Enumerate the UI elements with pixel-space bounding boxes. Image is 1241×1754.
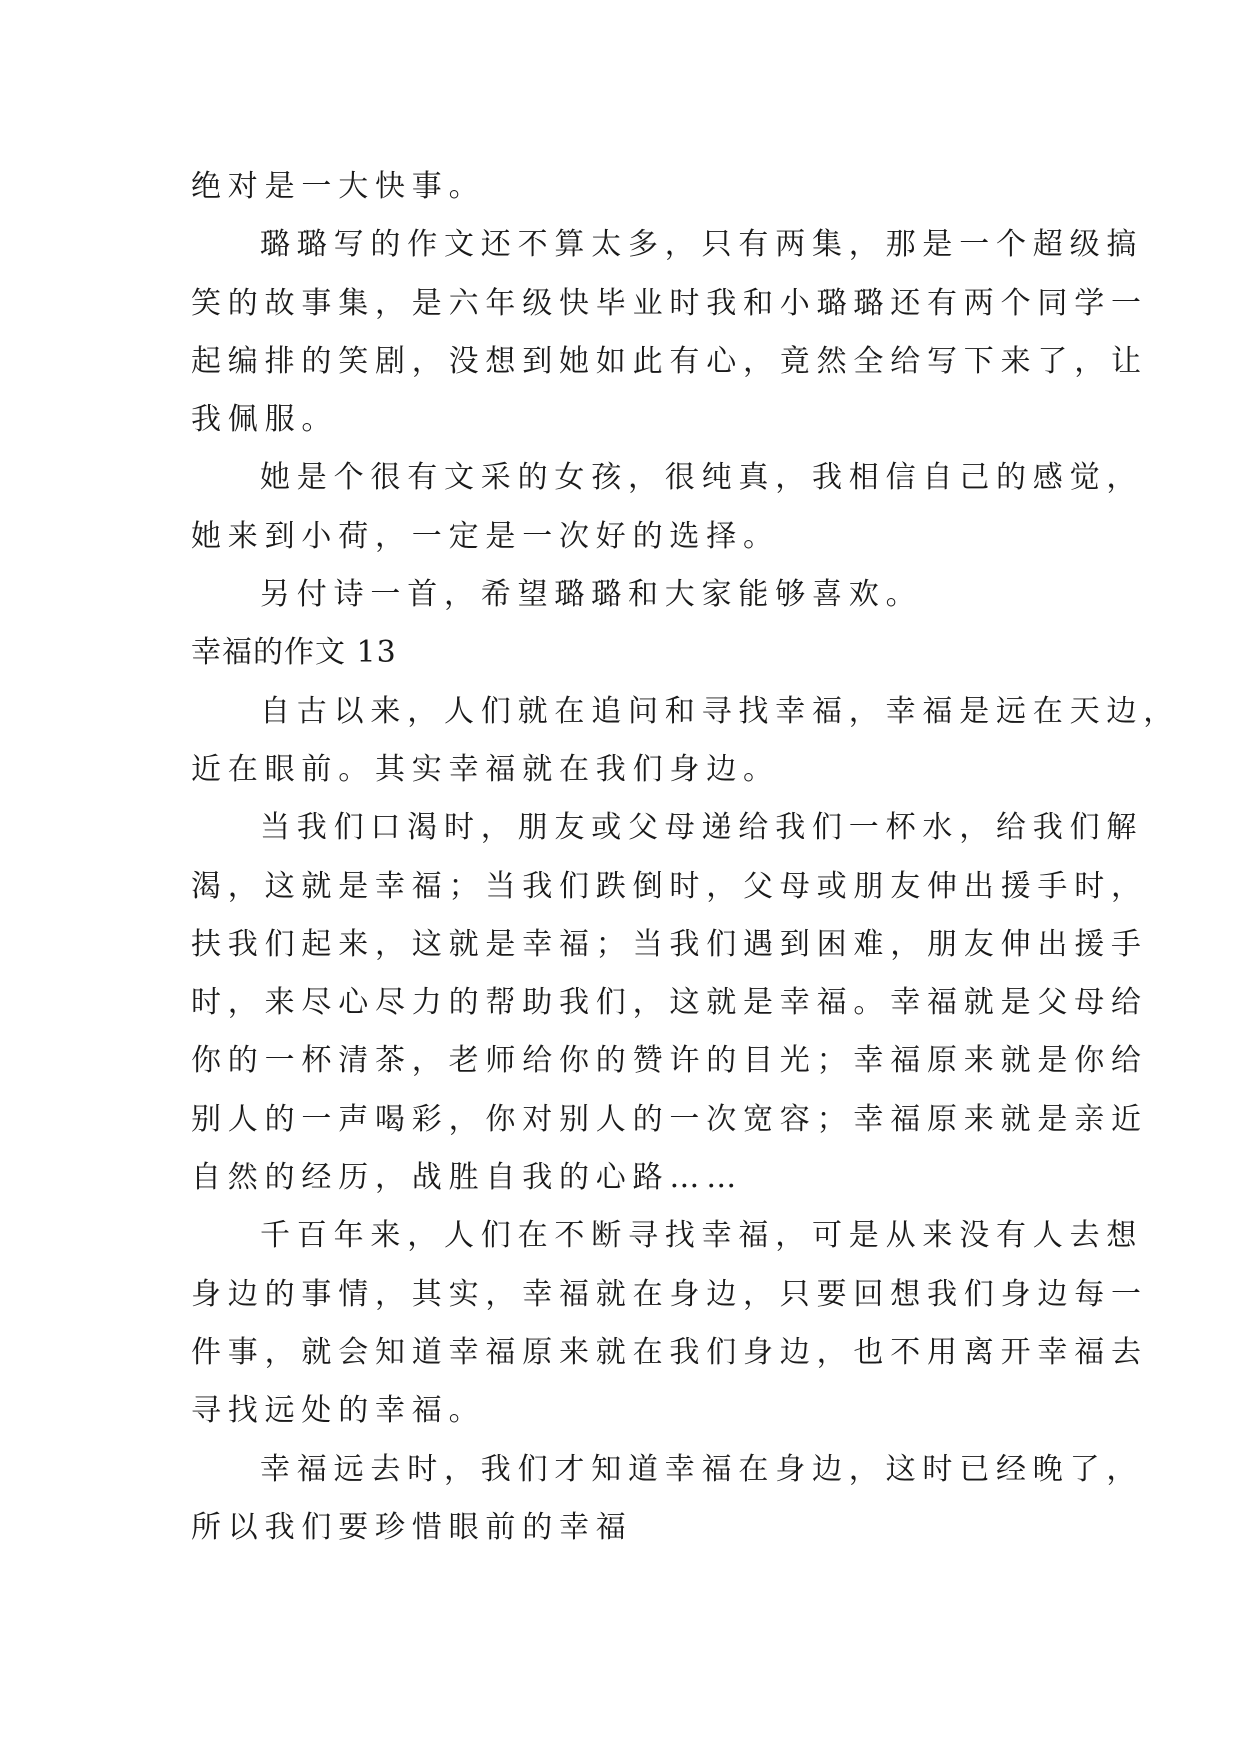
text-line: 近在眼前。其实幸福就在我们身边。 bbox=[191, 751, 780, 787]
text-line: 幸福远去时，我们才知道幸福在身边，这时已经晚了， bbox=[260, 1451, 1144, 1487]
text-line: 当我们口渴时，朋友或父母递给我们一杯水，给我们解 bbox=[260, 810, 1144, 846]
text-line: 渴，这就是幸福；当我们跌倒时，父母或朋友伸出援手时， bbox=[191, 868, 1148, 904]
text-line: 所以我们要珍惜眼前的幸福 bbox=[191, 1509, 633, 1545]
text-line: 我佩服。 bbox=[191, 402, 339, 438]
text-line: 千百年来，人们在不断寻找幸福，可是从来没有人去想 bbox=[260, 1218, 1144, 1254]
text-line: 自然的经历，战胜自我的心路…… bbox=[191, 1160, 743, 1196]
text-line: 扶我们起来，这就是幸福；当我们遇到困难，朋友伸出援手 bbox=[191, 926, 1148, 962]
text-line: 璐璐写的作文还不算太多，只有两集，那是一个超级搞 bbox=[260, 227, 1144, 263]
text-line: 你的一杯清茶，老师给你的赞许的目光；幸福原来就是你给 bbox=[191, 1043, 1148, 1079]
text-line: 起编排的笑剧，没想到她如此有心，竟然全给写下来了，让 bbox=[191, 343, 1148, 379]
text-line: 她来到小荷，一定是一次好的选择。 bbox=[191, 518, 780, 554]
text-line: 身边的事情，其实，幸福就在身边，只要回想我们身边每一 bbox=[191, 1276, 1148, 1312]
text-line: 别人的一声喝彩，你对别人的一次宽容；幸福原来就是亲近 bbox=[191, 1101, 1148, 1137]
text-line: 笑的故事集，是六年级快毕业时我和小璐璐还有两个同学一 bbox=[191, 285, 1148, 321]
text-line: 寻找远处的幸福。 bbox=[191, 1393, 486, 1429]
text-line: 时，来尽心尽力的帮助我们，这就是幸福。幸福就是父母给 bbox=[191, 985, 1148, 1021]
text-line: 她是个很有文采的女孩，很纯真，我相信自己的感觉， bbox=[260, 460, 1144, 496]
section-heading: 幸福的作文 13 bbox=[191, 635, 397, 671]
text-line: 另付诗一首，希望璐璐和大家能够喜欢。 bbox=[260, 577, 923, 613]
text-line: 自古以来，人们就在追问和寻找幸福，幸福是远在天边， bbox=[260, 693, 1180, 729]
document-body bbox=[191, 158, 1180, 1557]
text-line: 件事，就会知道幸福原来就在我们身边，也不用离开幸福去 bbox=[191, 1334, 1148, 1370]
text-line: 绝对是一大快事。 bbox=[191, 169, 486, 204]
